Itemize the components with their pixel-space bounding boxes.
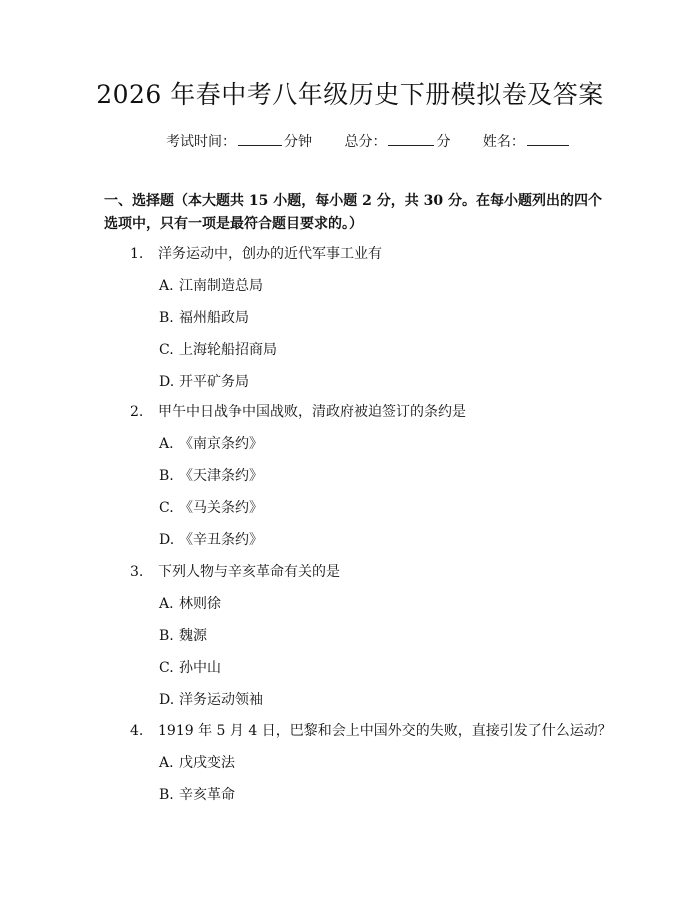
score-unit: 分 [436,134,451,150]
option-text: 开平矿务局 [179,374,249,390]
exam-time-unit: 分钟 [284,134,312,150]
question-3-option-b[interactable] [159,626,207,646]
option-text: 洋务运动领袖 [179,692,263,708]
question-3-option-d[interactable] [159,690,263,710]
option-label: A. [159,436,174,452]
question-text: 甲午中日战争中国战败，清政府被迫签订的条约是 [158,404,466,420]
question-2-option-d[interactable] [159,530,263,550]
option-label: A. [159,755,174,771]
option-label: A. [159,278,174,294]
option-text: 孙中山 [179,660,221,676]
option-label: B. [159,310,174,326]
option-label: B. [159,468,174,484]
option-text: 《马关条约》 [179,500,263,516]
name-label: 姓名： [482,134,525,150]
option-text: 辛亥革命 [179,787,235,803]
question-2-option-c[interactable] [159,498,263,518]
option-text: 福州船政局 [179,310,249,326]
score-field [344,131,450,152]
option-label: C. [159,660,174,676]
option-label: B. [159,628,174,644]
option-text: 《天津条约》 [179,468,263,484]
exam-time-field [166,131,312,152]
question-1-option-d[interactable] [159,372,249,392]
question-number: 4. [130,723,144,739]
question-number: 2. [130,404,144,420]
page-title: 2026 年春中考八年级历史下册模拟卷及答案 [96,80,604,109]
question-3-option-a[interactable] [159,594,221,614]
option-label: D. [159,532,175,548]
option-text: 《辛丑条约》 [179,532,263,548]
option-label: C. [159,342,174,358]
question-text: 下列人物与辛亥革命有关的是 [158,564,340,580]
option-text: 戊戌变法 [179,755,235,771]
exam-time-label: 考试时间： [166,134,236,150]
question-1-option-a[interactable] [159,276,263,296]
name-field [483,131,571,152]
score-blank[interactable] [388,131,434,146]
question-2 [130,402,466,422]
option-text: 《南京条约》 [179,436,263,452]
name-blank[interactable] [527,131,569,146]
option-text: 魏源 [179,628,207,644]
question-text: 1919 年 5 月 4 日，巴黎和会上中国外交的失败，直接引发了什么运动？ [158,723,612,739]
question-2-option-b[interactable] [159,466,263,486]
section-heading: 一、选择题（本大题共 15 小题，每小题 2 分，共 30 分。在每小题列出的四个选项中，只有一项是最符合题目要求的。） [104,193,602,232]
question-3-option-c[interactable] [159,658,221,678]
question-4-option-b[interactable] [159,785,235,805]
question-4-option-a[interactable] [159,753,235,773]
score-label: 总分： [344,134,387,150]
exam-time-blank[interactable] [238,131,282,146]
option-label: A. [159,596,174,612]
option-text: 林则徐 [179,596,221,612]
question-1-option-c[interactable] [159,340,277,360]
question-1 [130,244,382,264]
option-label: D. [159,374,175,390]
question-number: 1. [130,246,144,262]
question-number: 3. [130,564,144,580]
option-text: 上海轮船招商局 [179,342,277,358]
option-label: D. [159,692,175,708]
question-4 [130,721,612,741]
question-2-option-a[interactable] [159,434,263,454]
question-3 [130,562,340,582]
question-1-option-b[interactable] [159,308,249,328]
option-text: 江南制造总局 [179,278,263,294]
exam-info-line [166,131,571,152]
option-label: C. [159,500,174,516]
option-label: B. [159,787,174,803]
question-text: 洋务运动中，创办的近代军事工业有 [158,246,382,262]
